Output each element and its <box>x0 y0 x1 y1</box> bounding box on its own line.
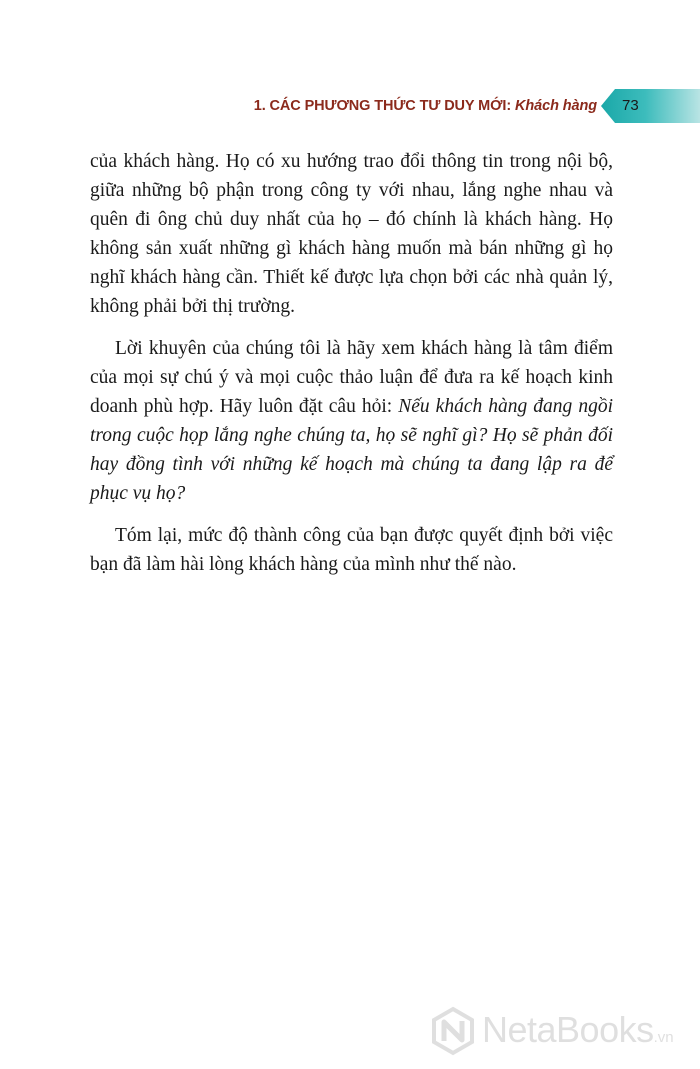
paragraph-1: của khách hàng. Họ có xu hướng trao đổi thông tin trong nội bộ, giữa những bộ phận trong công ty với nhau, lắng nghe nhau và quên đi ông chủ duy nhất của họ – đó chính là khách hàng. Họ không sản xuất những gì khách hàng muốn mà bán những gì họ nghĩ khách hàng cần. Thiết kế được lựa chọn bởi các nhà quản lý, không phải bởi thị trường. <box>90 151 613 317</box>
paragraph-2 <box>90 334 613 508</box>
chapter-title: 1. CÁC PHƯƠNG THỨC TƯ DUY MỚI: <box>253 98 516 114</box>
paragraph-2-italic: Nếu khách hàng đang ngồi trong cuộc họp lắng nghe chúng ta, họ sẽ nghĩ gì? Họ sẽ phản đối hay đồng tình với những kế hoạch mà chúng ta đang lập ra để phục vụ họ? <box>90 396 614 504</box>
watermark-suffix: .vn <box>653 1029 674 1046</box>
page-number: 73 <box>622 97 639 114</box>
chapter-topic: Khách hàng <box>515 98 597 114</box>
page-body <box>90 147 613 592</box>
netabooks-logo-icon <box>428 1006 478 1056</box>
page-header <box>0 89 700 127</box>
watermark-text <box>482 1009 674 1051</box>
page-number-tab <box>601 89 700 123</box>
watermark-brand: NetaBooks <box>482 1009 654 1050</box>
paragraph-3: Tóm lại, mức độ thành công của bạn được quyết định bởi việc bạn đã làm hài lòng khách hàng của mình như thế nào. <box>90 525 613 575</box>
running-head <box>254 98 597 114</box>
watermark <box>428 1006 700 1056</box>
paragraph-2-text: Lời khuyên của chúng tôi là hãy xem khách hàng là tâm điểm của mọi sự chú ý và mọi cuộc thảo luận để đưa ra kế hoạch kinh doanh phù hợp. Hãy luôn đặt câu hỏi: <box>90 338 613 417</box>
